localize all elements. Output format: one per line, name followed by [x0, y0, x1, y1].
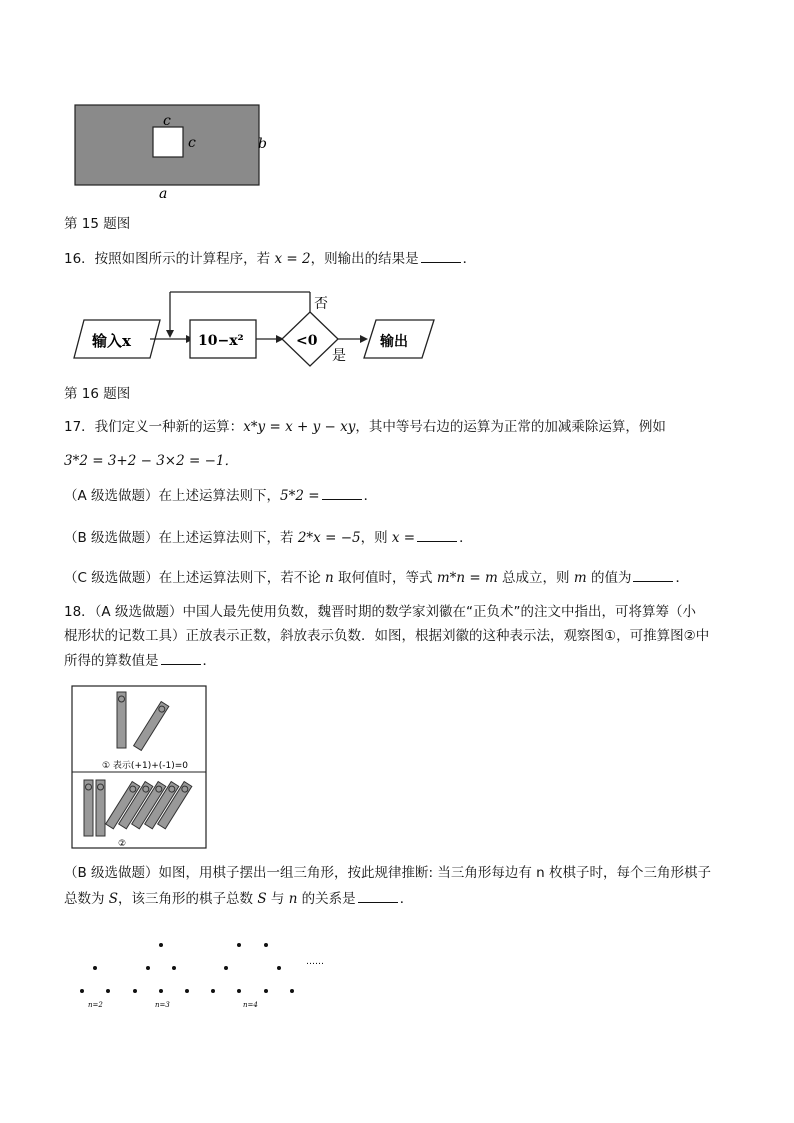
q15-rectangle-figure [60, 95, 280, 205]
q18-b-text2: ，该三角形的棋子总数 [118, 891, 258, 907]
q18-line3-end: ． [202, 653, 216, 669]
piece-dot [80, 989, 84, 993]
q18-b-n: n [288, 891, 298, 907]
piece-dot [277, 966, 281, 970]
piece-dot [133, 989, 137, 993]
q16-text-before: 16．按照如图所示的计算程序，若 [64, 251, 275, 267]
piece-dot [93, 966, 97, 970]
q17-c-answer-blank[interactable] [633, 567, 673, 582]
q18-b-end: ． [399, 891, 414, 907]
q17-b-var: x = [391, 530, 416, 546]
q17-b [64, 527, 473, 548]
q17-intro-after: ，其中等号右边的运算为正常的加减乘除运算，例如 [355, 419, 666, 435]
piece-dot [211, 989, 215, 993]
q18-line2: 棍形状的记数工具）正放表示正数，斜放表示负数．如图，根据刘徽的这种表示法，观察图①，可推算图②中 [64, 628, 710, 644]
label-n3: n=3 [155, 1001, 170, 1009]
q18-line3 [64, 650, 216, 671]
q17-c-end: ． [675, 570, 689, 586]
q17-definition: x*y = x + y − xy [243, 419, 356, 435]
no-label: 否 [314, 296, 328, 312]
label-a: a [159, 186, 168, 202]
q16-caption: 第 16 题图 [64, 386, 131, 402]
q18-triangle-dots-figure [70, 930, 340, 1012]
piece-dot [172, 966, 176, 970]
process-label: 10−x² [198, 333, 244, 349]
q17-a [64, 485, 377, 506]
label-n2: n=2 [88, 1001, 103, 1009]
inner-square [153, 127, 183, 157]
q15-caption: 第 15 题图 [64, 216, 131, 232]
q18-b-line1: （B 级选做题）如图，用棋子摆出一组三角形，按此规律推断: 当三角形每边有 n 枚棋子时，每个三角形棋子 [64, 865, 712, 881]
q17-a-expr: 5*2 = [280, 488, 320, 504]
q17-b-answer-blank[interactable] [417, 527, 457, 542]
decision-label: <0 [296, 333, 318, 349]
q16-condition: x = 2 [274, 251, 311, 267]
figure1-caption: ① 表示(+1)+(-1)=0 [102, 761, 189, 771]
label-b: b [258, 136, 267, 152]
q17-c-m: m [573, 570, 587, 586]
label-c-right: c [188, 135, 196, 151]
q16-end: ． [462, 251, 477, 267]
piece-dot [159, 943, 163, 947]
piece-dot [159, 989, 163, 993]
piece-dot [185, 989, 189, 993]
label-n4: n=4 [243, 1001, 258, 1009]
input-label: 输入x [92, 332, 131, 350]
piece-dot [237, 989, 241, 993]
q18-b-text3: 与 [266, 891, 289, 907]
ellipsis: …… [306, 957, 324, 967]
q17-c [64, 567, 689, 588]
triangle-n3 [133, 943, 189, 993]
piece-dot [224, 966, 228, 970]
q18-line3-text: 所得的算数值是 [64, 653, 159, 669]
q17-c-after: 的值为 [586, 570, 632, 586]
q17-b-mid: ，则 [360, 530, 392, 546]
q17-c-n: n [325, 570, 334, 586]
q17-c-mid2: 总成立，则 [497, 570, 574, 586]
q17-c-mid1: 取何值时，等式 [333, 570, 437, 586]
q17-a-end: ． [363, 488, 378, 504]
q17-b-end: ． [459, 530, 473, 546]
label-c-top: c [163, 113, 171, 129]
q18-line1: 18．（A 级选做题）中国人最先使用负数，魏晋时期的数学家刘徽在“正负术”的注文中指出，可将算筹（小 [64, 604, 696, 620]
q16-text-after: ，则输出的结果是 [310, 251, 419, 267]
q17-a-answer-blank[interactable] [322, 485, 362, 500]
q16-flowchart [70, 284, 450, 368]
piece-dot [146, 966, 150, 970]
q17-intro-before: 17．我们定义一种新的运算： [64, 419, 244, 435]
q18-b-s2: S [257, 891, 267, 907]
q17-a-text: （A 级选做题）在上述运算法则下， [64, 488, 281, 504]
q18-b-line2 [64, 888, 413, 909]
q16-question [64, 248, 476, 269]
q17-intro [64, 417, 666, 437]
q17-c-expr: m*n = m [436, 570, 498, 586]
piece-dot [290, 989, 294, 993]
figure2-caption: ② [118, 839, 127, 849]
piece-dot [106, 989, 110, 993]
yes-label: 是 [332, 348, 346, 364]
q16-answer-blank[interactable] [421, 248, 461, 263]
piece-dot [264, 943, 268, 947]
q18-a-answer-blank[interactable] [161, 650, 201, 665]
q18-b-s: S [108, 891, 119, 907]
triangle-n4 [211, 943, 294, 993]
q17-c-text: （C 级选做题）在上述运算法则下，若不论 [64, 570, 326, 586]
triangle-n2 [80, 966, 110, 993]
q18-b-text1: 总数为 [64, 891, 109, 907]
q18-counting-rods-figure [70, 684, 210, 852]
piece-dot [237, 943, 241, 947]
piece-dot [264, 989, 268, 993]
q17-example: 3*2 = 3+2 − 3×2 = −1． [64, 453, 238, 469]
q18-b-text4: 的关系是 [297, 891, 356, 907]
q17-b-expr: 2*x = −5 [297, 530, 361, 546]
q17-b-text: （B 级选做题）在上述运算法则下，若 [64, 530, 298, 546]
output-label: 输出 [380, 334, 408, 350]
q18-b-answer-blank[interactable] [358, 888, 398, 903]
